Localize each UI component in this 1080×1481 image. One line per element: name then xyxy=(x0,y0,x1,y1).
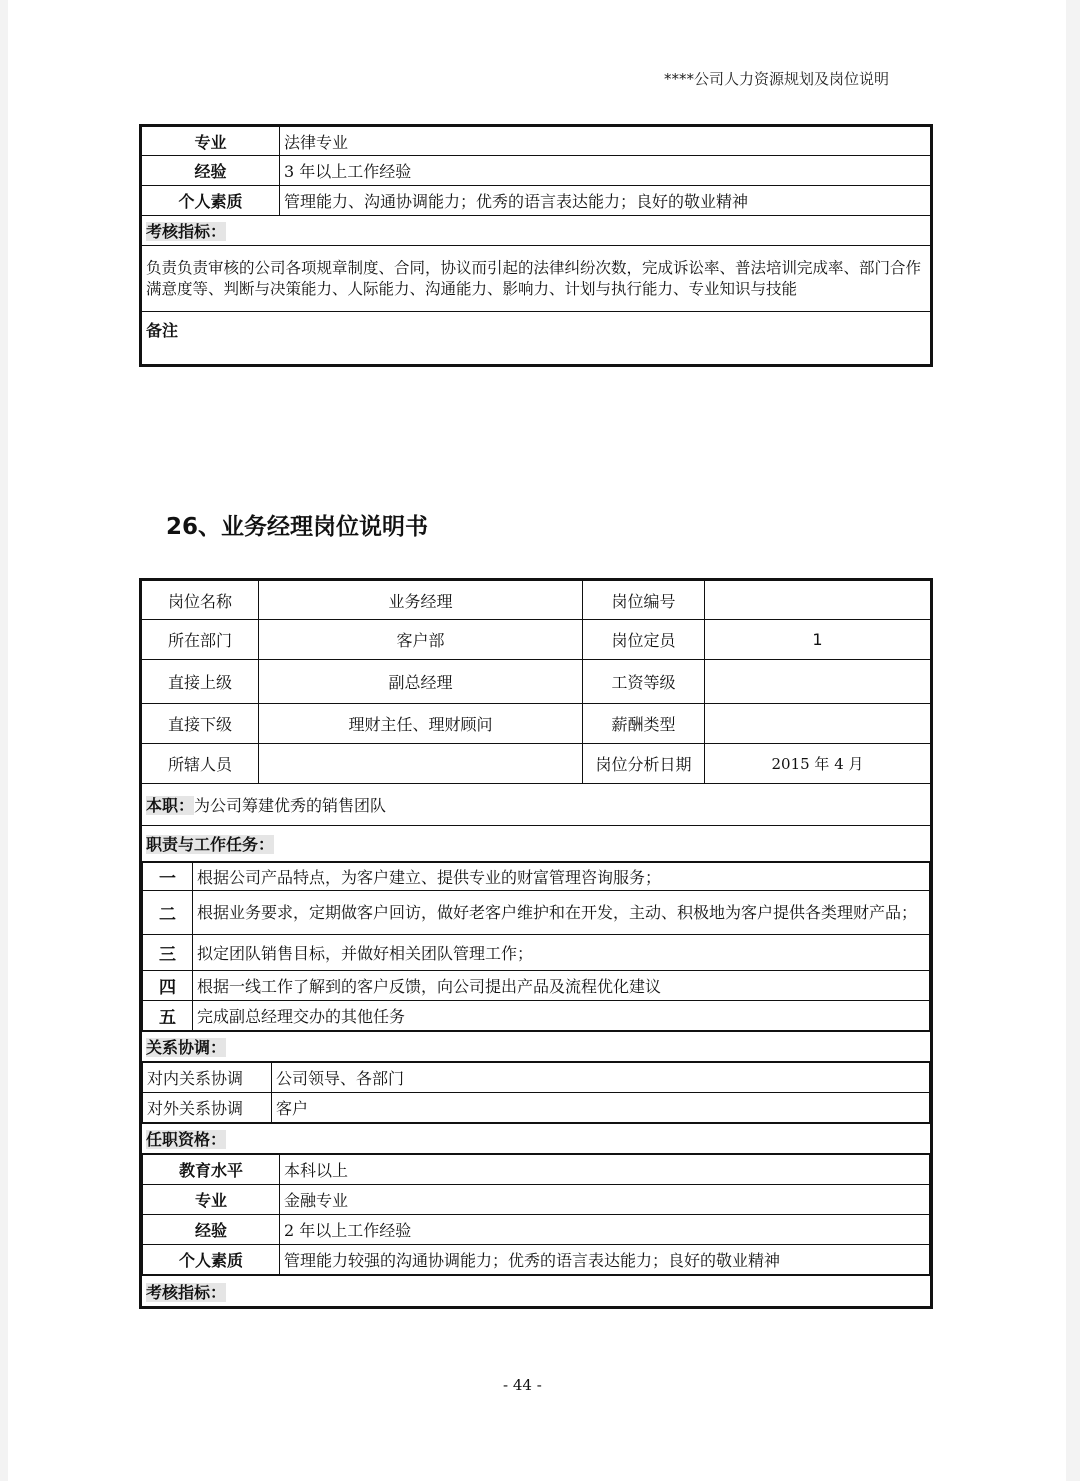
tasks-table xyxy=(142,862,930,1031)
task-number: 二 xyxy=(143,891,193,935)
qual-value: 金融专业 xyxy=(280,1185,930,1215)
qual-label: 个人素质 xyxy=(143,1245,280,1275)
prev-qualification-table xyxy=(139,124,933,367)
qualification-label: 任职资格： xyxy=(141,1124,932,1154)
qualification-table xyxy=(142,1154,930,1275)
section-title: 26、业务经理岗位说明书 xyxy=(166,514,429,540)
task-text: 根据一线工作了解到的客户反馈，向公司提出产品及流程优化建议 xyxy=(193,971,930,1001)
info-value: 副总经理 xyxy=(259,660,583,704)
prev-label-major: 专业 xyxy=(141,126,280,156)
task-number: 五 xyxy=(143,1001,193,1031)
info-value xyxy=(705,580,932,620)
info-label: 所辖人员 xyxy=(141,744,259,784)
relation-value: 公司领导、各部门 xyxy=(272,1063,930,1093)
tasks-label: 职责与工作任务： xyxy=(141,826,932,862)
info-label: 岗位名称 xyxy=(141,580,259,620)
prev-value-experience: 3 年以上工作经验 xyxy=(280,156,932,186)
page-header: ****公司人力资源规划及岗位说明 xyxy=(664,70,890,88)
task-text: 根据公司产品特点，为客户建立、提供专业的财富管理咨询服务； xyxy=(193,863,930,891)
info-value: 1 xyxy=(705,620,932,660)
info-label: 薪酬类型 xyxy=(583,704,705,744)
duty-label: 本职： xyxy=(146,796,195,815)
qual-label: 经验 xyxy=(143,1215,280,1245)
info-label: 所在部门 xyxy=(141,620,259,660)
info-label: 岗位定员 xyxy=(583,620,705,660)
info-value: 2015 年 4 月 xyxy=(705,744,932,784)
info-label: 工资等级 xyxy=(583,660,705,704)
info-value xyxy=(705,704,932,744)
duty-row xyxy=(141,784,932,826)
prev-kpi-text: 负责负责审核的公司各项规章制度、合同，协议而引起的法律纠纷次数，完成诉讼率、普法培训完成率、部门合作满意度等、判断与决策能力、人际能力、沟通能力、影响力、计划与执行能力、专业知识与技能 xyxy=(141,246,932,312)
prev-kpi-label: 考核指标： xyxy=(141,216,932,246)
task-number: 三 xyxy=(143,935,193,971)
page-number: - 44 - xyxy=(503,1376,542,1394)
relation-label: 对外关系协调 xyxy=(143,1093,272,1123)
info-label: 直接下级 xyxy=(141,704,259,744)
task-text: 根据业务要求，定期做客户回访，做好老客户维护和在开发，主动、积极地为客户提供各类理财产品； xyxy=(193,891,930,935)
task-text: 完成副总经理交办的其他任务 xyxy=(193,1001,930,1031)
duty-text: 为公司筹建优秀的销售团队 xyxy=(194,796,387,815)
info-value: 客户部 xyxy=(259,620,583,660)
info-label: 岗位编号 xyxy=(583,580,705,620)
info-value xyxy=(705,660,932,704)
prev-label-experience: 经验 xyxy=(141,156,280,186)
task-text: 拟定团队销售目标，并做好相关团队管理工作； xyxy=(193,935,930,971)
info-value: 理财主任、理财顾问 xyxy=(259,704,583,744)
qual-value: 2 年以上工作经验 xyxy=(280,1215,930,1245)
task-number: 四 xyxy=(143,971,193,1001)
relations-label: 关系协调： xyxy=(141,1032,932,1062)
prev-value-major: 法律专业 xyxy=(280,126,932,156)
prev-remark-label: 备注 xyxy=(141,312,932,366)
qual-value: 管理能力较强的沟通协调能力；优秀的语言表达能力；良好的敬业精神 xyxy=(280,1245,930,1275)
task-number: 一 xyxy=(143,863,193,891)
relation-label: 对内关系协调 xyxy=(143,1063,272,1093)
info-label: 岗位分析日期 xyxy=(583,744,705,784)
qual-label: 教育水平 xyxy=(143,1155,280,1185)
relation-value: 客户 xyxy=(272,1093,930,1123)
info-value: 业务经理 xyxy=(259,580,583,620)
info-value xyxy=(259,744,583,784)
qual-value: 本科以上 xyxy=(280,1155,930,1185)
prev-value-quality: 管理能力、沟通协调能力；优秀的语言表达能力；良好的敬业精神 xyxy=(280,186,932,216)
info-label: 直接上级 xyxy=(141,660,259,704)
job-info-table xyxy=(139,578,933,1309)
prev-label-quality: 个人素质 xyxy=(141,186,280,216)
qual-label: 专业 xyxy=(143,1185,280,1215)
kpi-label: 考核指标： xyxy=(141,1276,932,1308)
relations-table xyxy=(142,1062,930,1123)
